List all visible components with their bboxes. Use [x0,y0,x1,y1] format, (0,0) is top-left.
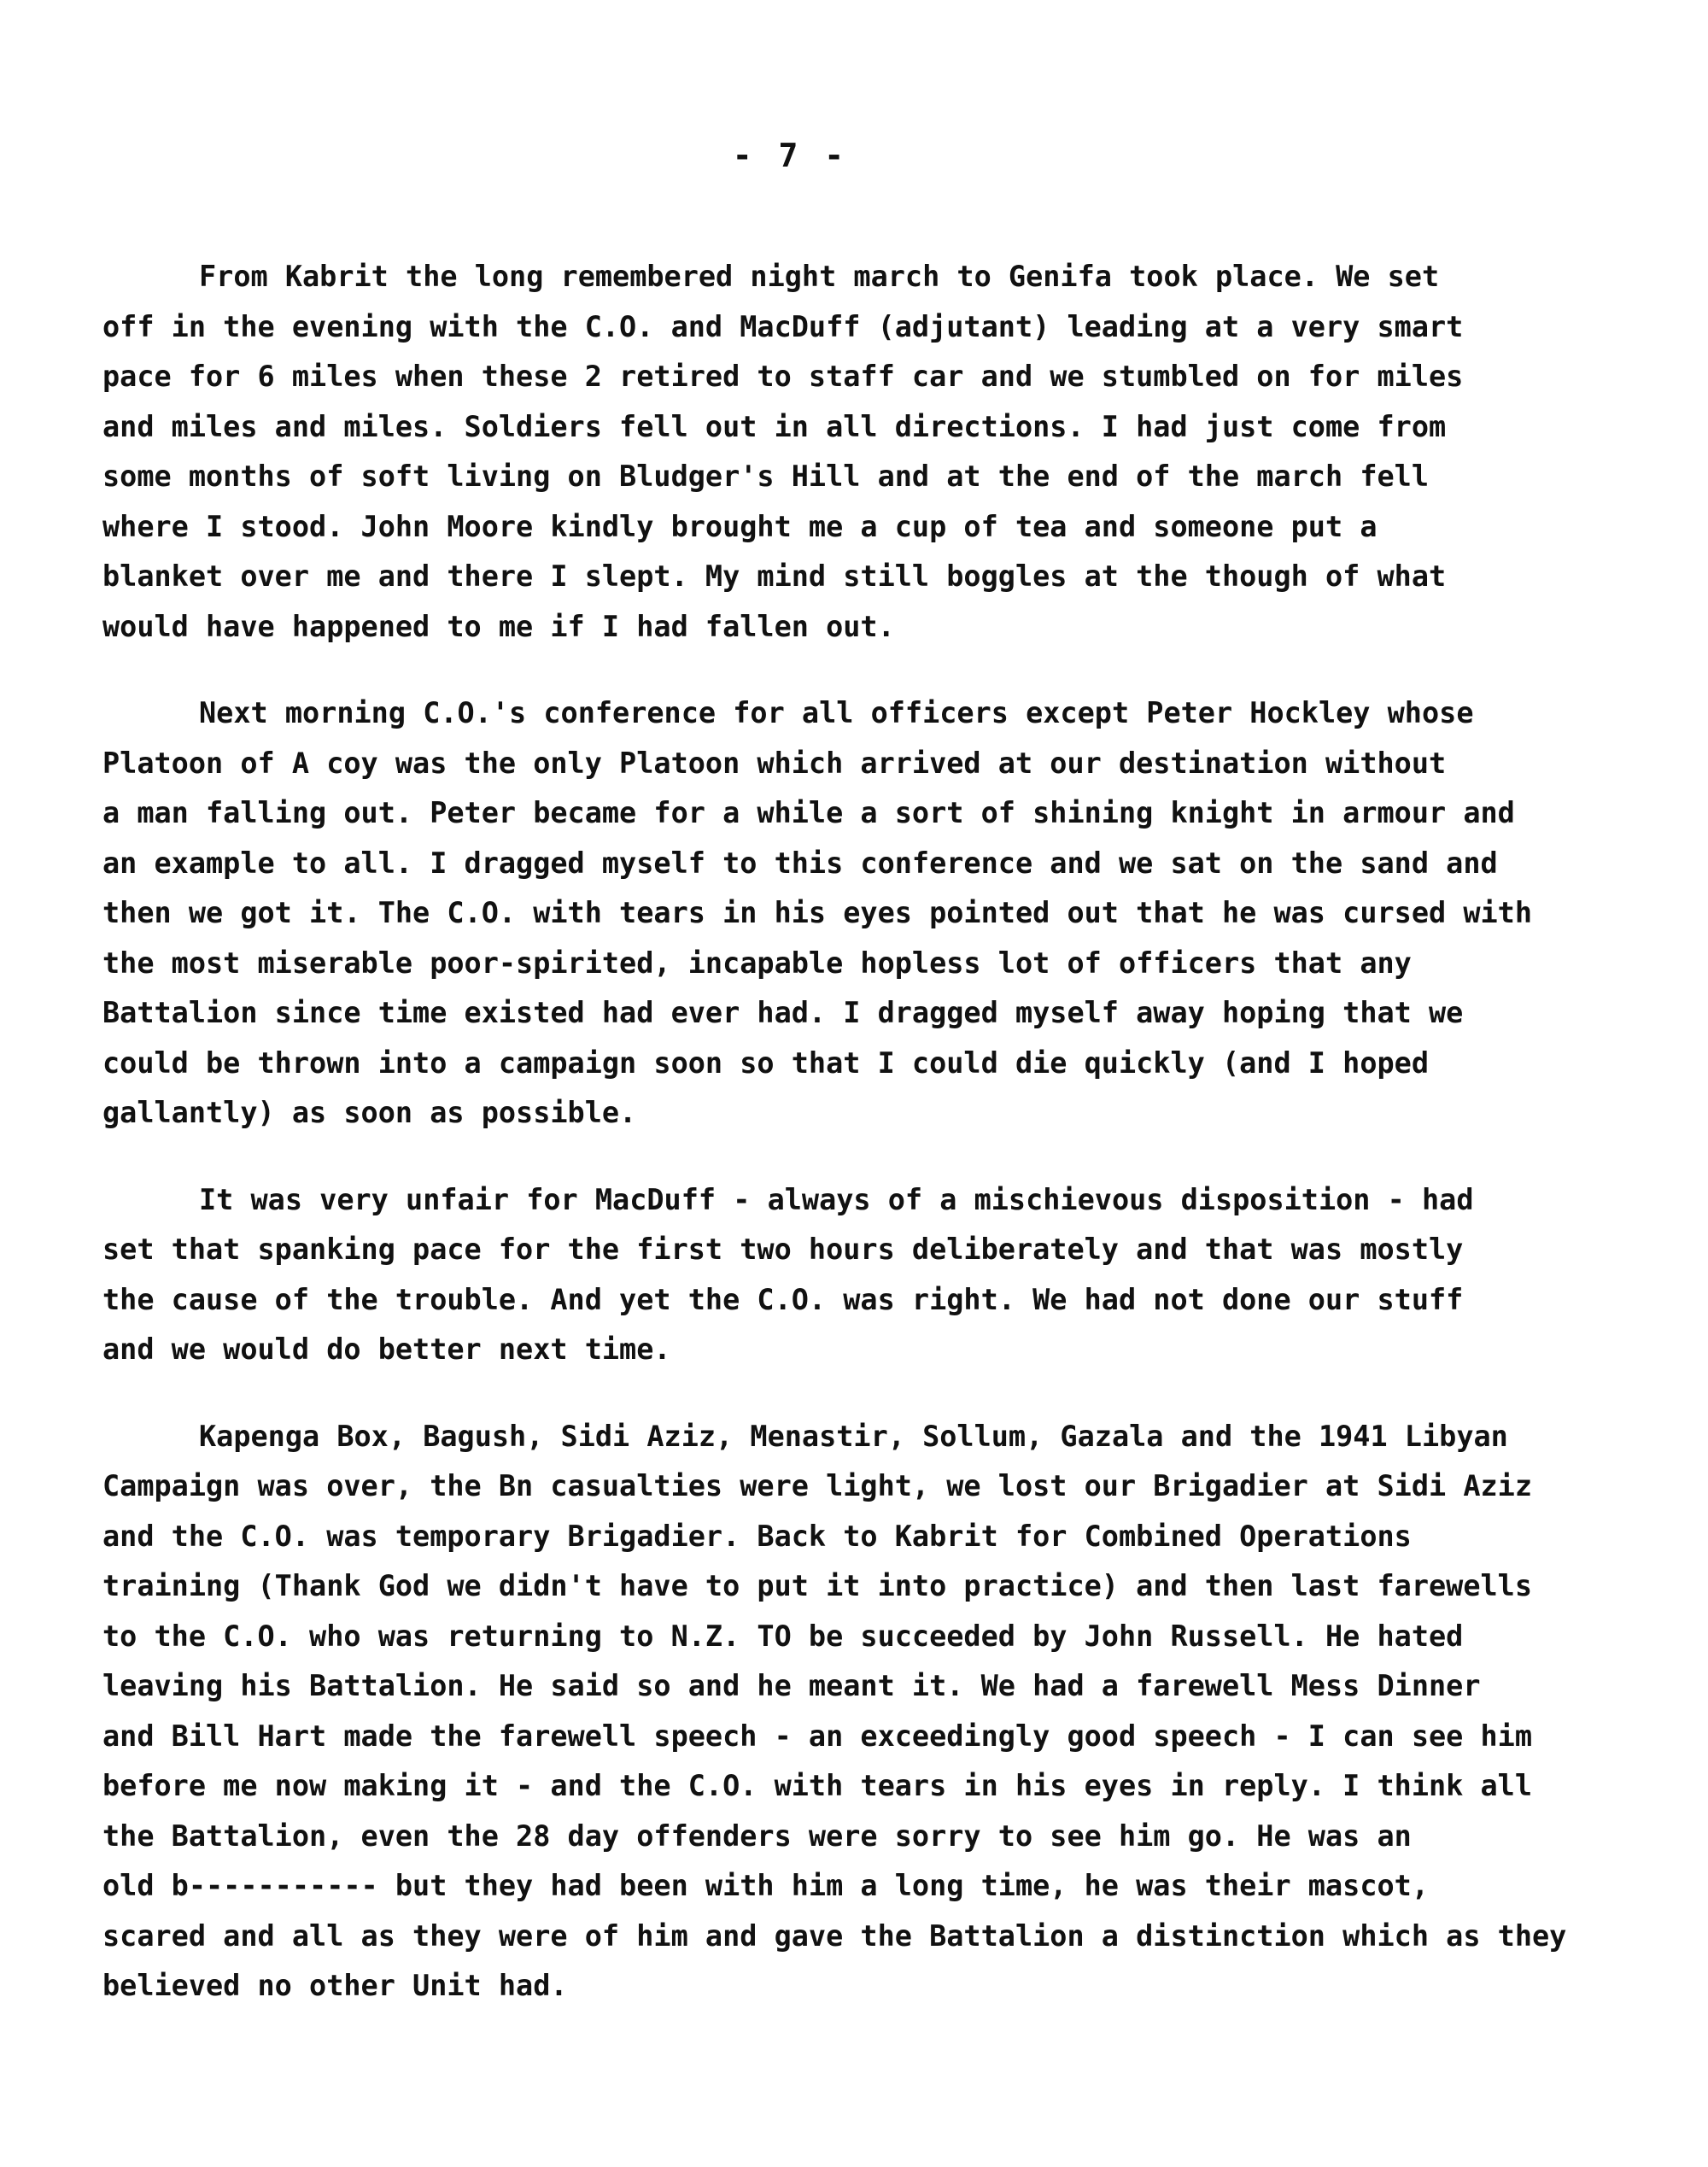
text-line: off in the evening with the C.O. and MacDuff (adjutant) leading at a very smart [102,309,1464,343]
text-line: pace for 6 miles when these 2 retired to staff car and we stumbled on for miles [102,360,1464,393]
text-line: Battalion since time existed had ever had. I dragged myself away hoping that we [102,996,1464,1029]
text-line: the Battalion, even the 28 day offenders were sorry to see him go. He was an [102,1819,1412,1853]
text-line: would have happened to me if I had fallen out. [102,609,895,643]
text-line: and the C.O. was temporary Brigadier. Back to Kabrit for Combined Operations [102,1519,1412,1553]
text-line: and Bill Hart made the farewell speech - an exceedingly good speech - I can see him [102,1719,1533,1753]
text-line: Campaign was over, the Bn casualties were light, we lost our Brigadier at Sidi Aziz [102,1469,1533,1502]
text-line: an example to all. I dragged myself to this conference and we sat on the sand and [102,846,1498,880]
text-line: gallantly) as soon as possible. [102,1096,637,1129]
paragraph [102,1412,1571,2012]
paragraph [102,688,1571,1139]
text-line: where I stood. John Moore kindly brought me a cup of tea and someone put a [102,509,1378,543]
text-line: and miles and miles. Soldiers fell out in all directions. I had just come from [102,409,1447,443]
text-line: training (Thank God we didn't have to put it into practice) and then last farewells [102,1569,1533,1602]
text-line: some months of soft living on Bludger's Hill and at the end of the march fell [102,460,1429,493]
document-body [102,252,1571,2048]
text-line: From Kabrit the long remembered night march to Genifa took place. We set [199,260,1440,293]
text-line: and we would do better next time. [102,1332,671,1366]
text-line: Kapenga Box, Bagush, Sidi Aziz, Menastir, Sollum, Gazala and the 1941 Libyan [199,1419,1508,1453]
text-line: Next morning C.O.'s conference for all officers except Peter Hockley whose [199,696,1474,729]
text-line: before me now making it - and the C.O. with tears in his eyes in reply. I think all [102,1769,1533,1802]
text-line: a man falling out. Peter became for a while a sort of shining knight in armour and [102,796,1515,829]
text-line: believed no other Unit had. [102,1969,568,2002]
text-line: It was very unfair for MacDuff - always of a mischievous disposition - had [199,1182,1474,1216]
text-line: old b----------- but they had been with him a long time, he was their mascot, [102,1869,1429,1902]
text-line: leaving his Battalion. He said so and he meant it. We had a farewell Mess Dinner [102,1669,1481,1702]
text-line: blanket over me and there I slept. My mind still boggles at the though of what [102,559,1447,593]
text-line: the cause of the trouble. And yet the C.O. was right. We had not done our stuff [102,1282,1464,1316]
text-line: to the C.O. who was returning to N.Z. TO be succeeded by John Russell. He hated [102,1619,1464,1653]
text-line: scared and all as they were of him and gave the Battalion a distinction which as they [102,1918,1567,1953]
text-line: the most miserable poor-spirited, incapable hopless lot of officers that any [102,946,1412,980]
text-line: then we got it. The C.O. with tears in his eyes pointed out that he was cursed with [102,896,1533,929]
text-line: Platoon of A coy was the only Platoon which arrived at our destination without [102,746,1447,780]
text-line: could be thrown into a campaign soon so that I could die quickly (and I hoped [102,1045,1429,1080]
page-number: - 7 - [732,137,848,174]
paragraph [102,252,1571,652]
text-line: set that spanking pace for the first two hours deliberately and that was mostly [102,1233,1464,1266]
paragraph [102,1175,1571,1375]
